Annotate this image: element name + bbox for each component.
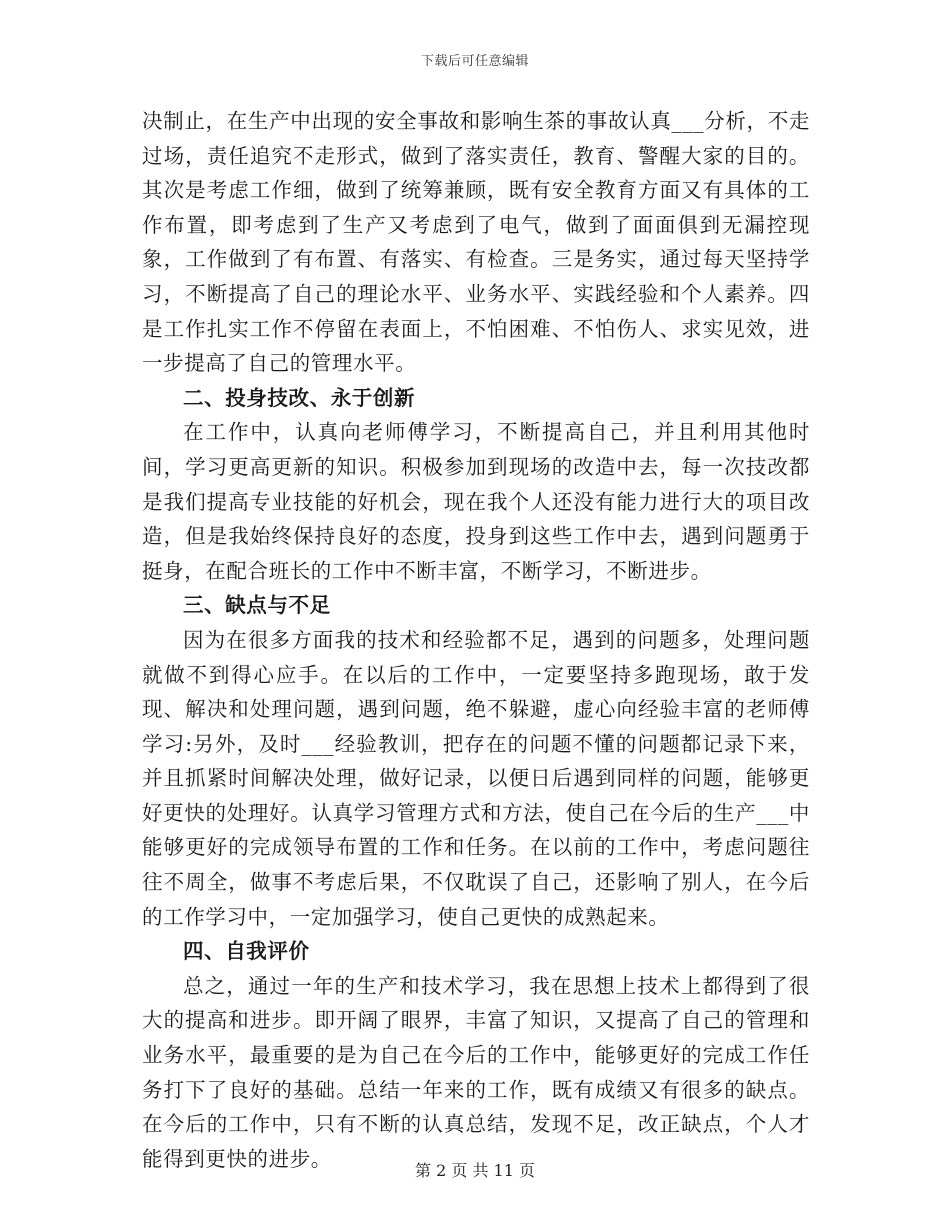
document-body [142,104,810,1176]
section-heading-4: 四、自我评价 [183,939,310,964]
section-body-4: 总之，通过一年的生产和技术学习，我在思想上技术上都得到了很大的提高和进步。即开阔了眼界，丰富了知识，又提高了自己的管理和业务水平，最重要的是为自己在今后的工作中，能够更好的完成工作任务打下了良好的基础。总结一年来的工作，既有成绩又有很多的缺点。在今后的工作中，只有不断的认真总结，发现不足，改正缺点，个人才能得到更快的进步。 [142,973,810,1171]
page-number: 第 2 页 共 11 页 [415,1161,535,1180]
section-body-2: 在工作中，认真向老师傅学习，不断提高自己，并且利用其他时间，学习更高更新的知识。积极参加到现场的改造中去，每一次技改都是我们提高专业技能的好机会，现在我个人还没有能力进行大的项目改造，但是我始终保持良好的态度，投身到这些工作中去，遇到问题勇于挺身，在配合班长的工作中不断丰富，不断学习，不断进步。 [142,420,810,583]
paragraph-continued: 决制止，在生产中出现的安全事故和影响生茶的事故认真___分析，不走过场，责任追究不走形式，做到了落实责任，教育、警醒大家的目的。其次是考虑工作细，做到了统筹兼顾，既有安全教育方面又有具体的工作布置，即考虑到了生产又考虑到了电气，做到了面面俱到无漏控现象，工作做到了有布置、有落实、有检查。三是务实，通过每天坚持学习，不断提高了自己的理论水平、业务水平、实践经验和个人素养。四是工作扎实工作不停留在表面上，不怕困难、不怕伤人、求实见效，进一步提高了自己的管理水平。 [142,109,810,376]
section-heading-2: 二、投身技改、永于创新 [183,385,416,410]
section-heading-3: 三、缺点与不足 [183,593,331,618]
section-body-3: 因为在很多方面我的技术和经验都不足，遇到的问题多，处理问题就做不到得心应手。在以后的工作中，一定要坚持多跑现场，敢于发现、解决和处理问题，遇到问题，绝不躲避，虚心向经验丰富的老师傅学习:另外，及时___经验教训，把存在的问题不懂的问题都记录下来，并且抓紧时间解决处理，做好记录，以便日后遇到同样的问题，能够更好更快的处理好。认真学习管理方式和方法，使自己在今后的生产___中能够更好的完成领导布置的工作和任务。在以前的工作中，考虑问题往往不周全，做事不考虑后果，不仅耽误了自己，还影响了别人，在今后的工作学习中，一定加强学习，使自己更快的成熟起来。 [142,627,810,929]
header-note: 下载后可任意编辑 [420,54,529,69]
